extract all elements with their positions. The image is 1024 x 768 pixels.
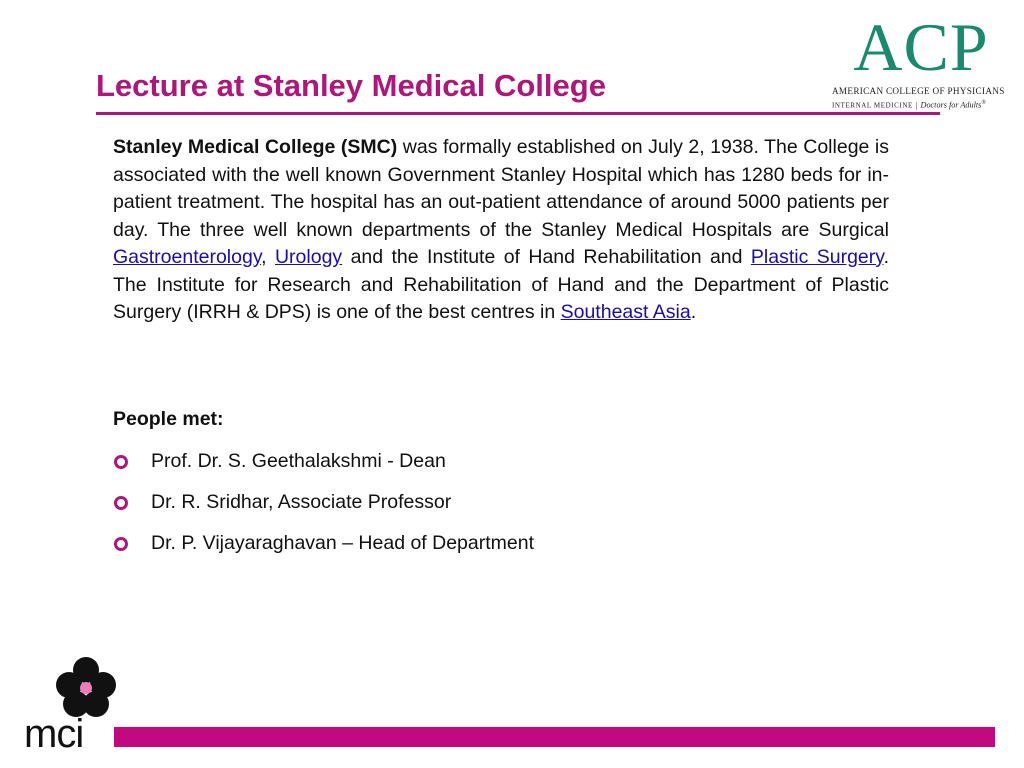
paragraph-text: and the Institute of Hand Rehabilitation and (342, 246, 751, 268)
title-underline (96, 112, 940, 115)
link-urology[interactable]: Urology (274, 246, 343, 268)
mci-logo (22, 656, 122, 756)
acp-logo-line1: AMERICAN COLLEGE OF PHYSICIANS (832, 86, 1005, 96)
person-name: Dr. P. Vijayaraghavan – Head of Department (151, 532, 535, 554)
acp-logo-tagline: Doctors for Adults (920, 100, 982, 110)
flower-icon (22, 656, 122, 718)
link-plastic-surgery[interactable]: Plastic Surgery (750, 246, 884, 268)
paragraph-text: . (690, 301, 697, 323)
paragraph-text: . The Institute for Research and Rehabilitation of Hand and the Department of Plastic Surgery (IRRH & DPS) is one of the best centres in (113, 246, 889, 323)
acp-logo-internal-medicine: INTERNAL MEDICINE (832, 101, 913, 110)
paragraph-text: was formally established on July 2, 1938. The College is associated with the well known Government Stanley Hospital which has 1280 beds for in-patient treatment. The hospital has an out-patient attendance of around 5000 patients per day. The three well known departments of the Stanley Medical Hospitals are Surgical (113, 136, 889, 241)
bullet-icon (114, 455, 128, 469)
people-list (113, 448, 534, 571)
acp-logo-separator: | (915, 100, 918, 110)
list-item (113, 489, 534, 530)
bullet-icon (114, 537, 128, 551)
link-southeast-asia[interactable]: Southeast Asia (560, 301, 691, 323)
list-item (113, 530, 534, 571)
body-content (113, 134, 889, 327)
bullet-icon (114, 496, 128, 510)
slide-title: Lecture at Stanley Medical College (96, 68, 606, 103)
smc-bold-lead: Stanley Medical College (SMC) (113, 136, 398, 158)
intro-paragraph (113, 134, 889, 327)
link-gastroenterology[interactable]: Gastroenterology (113, 246, 262, 268)
acp-logo-line2 (832, 100, 1010, 110)
people-met-heading: People met: (113, 408, 224, 430)
acp-logo-letters: ACP (853, 9, 989, 85)
paragraph-text: , (261, 246, 275, 268)
person-name: Dr. R. Sridhar, Associate Professor (151, 491, 452, 513)
footer-bar (114, 727, 995, 747)
acp-logo (832, 9, 1010, 112)
acp-logo-registered: ® (981, 100, 986, 106)
person-name: Prof. Dr. S. Geethalakshmi - Dean (151, 450, 446, 472)
mci-logo-text: mci (24, 712, 84, 756)
list-item (113, 448, 534, 489)
